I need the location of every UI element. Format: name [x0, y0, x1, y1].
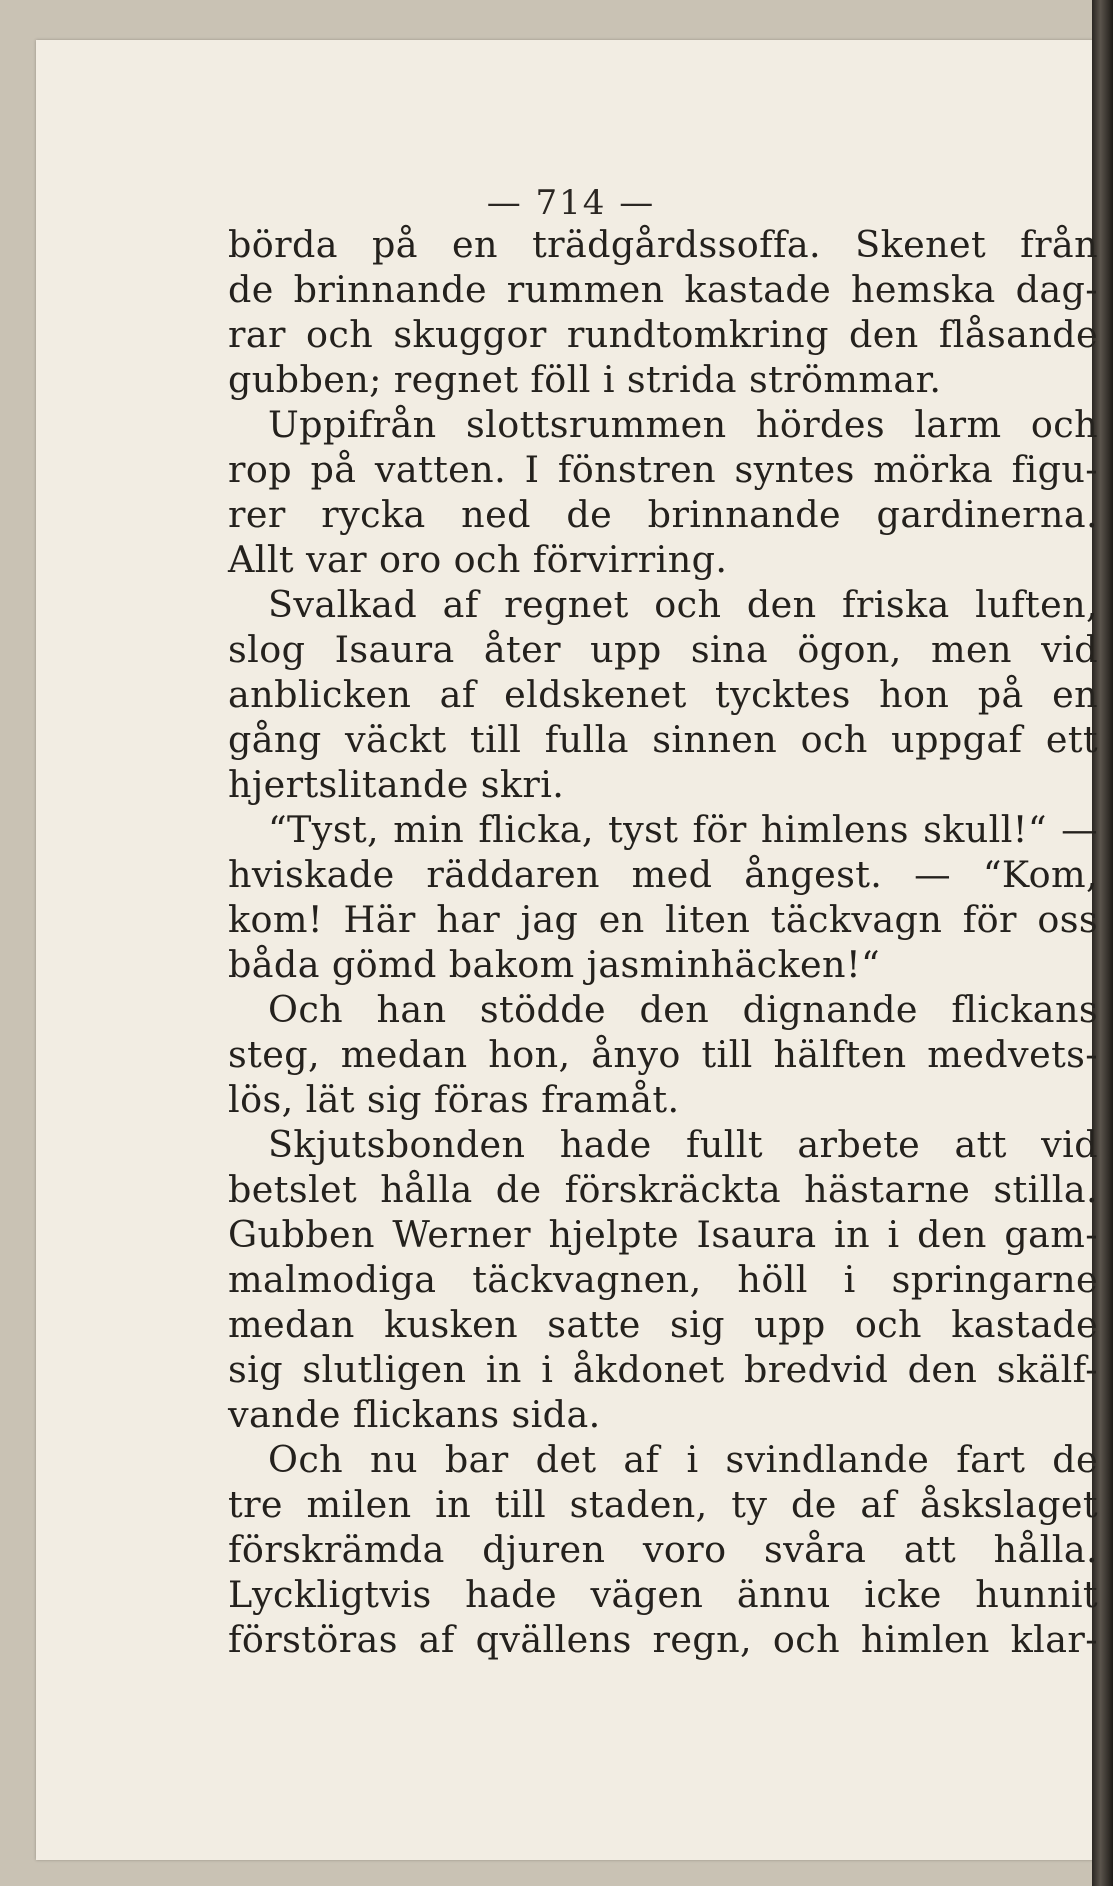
text-line: Gubben Werner hjelpte Isaura in i den gam-: [228, 1213, 1098, 1256]
text-line: medan kusken satte sig upp och kastade: [228, 1303, 1098, 1346]
text-line: “Tyst, min flicka, tyst för himlens skull!“ —: [268, 808, 1098, 851]
text-line: Skjutsbonden hade fullt arbete att vid: [268, 1123, 1098, 1166]
text-line: hviskade räddaren med ångest. — “Kom,: [228, 853, 1098, 896]
text-line: sig slutligen in i åkdonet bredvid den skälf-: [228, 1348, 1098, 1391]
text-line: Och han stödde den dignande flickans: [268, 988, 1098, 1031]
text-line: anblicken af eldskenet tycktes hon på en: [228, 673, 1098, 716]
text-line: börda på en trädgårdssoffa. Skenet från: [228, 223, 1098, 266]
text-line: båda gömd bakom jasminhäcken!“: [228, 943, 881, 986]
text-line: lös, lät sig föras framåt.: [228, 1078, 680, 1121]
text-line: kom! Här har jag en liten täckvagn för oss: [228, 898, 1098, 941]
text-line: betslet hålla de förskräckta hästarne stilla.: [228, 1168, 1098, 1211]
text-line: gubben; regnet föll i strida strömmar.: [228, 358, 942, 401]
text-line: Svalkad af regnet och den friska luften,: [268, 583, 1098, 626]
body-text: [228, 222, 1098, 1662]
text-line: Och nu bar det af i svindlande fart de: [268, 1438, 1098, 1481]
text-line: Allt var oro och förvirring.: [228, 538, 728, 581]
text-line: Uppifrån slottsrummen hördes larm och: [268, 403, 1098, 446]
text-line: förstöras af qvällens regn, och himlen klar-: [228, 1618, 1098, 1661]
text-line: slog Isaura åter upp sina ögon, men vid: [228, 628, 1098, 671]
text-line: hjertslitande skri.: [228, 763, 565, 806]
text-line: Lyckligtvis hade vägen ännu icke hunnit: [228, 1573, 1098, 1616]
text-line: vande flickans sida.: [228, 1393, 601, 1436]
page-number: — 714 —: [486, 183, 656, 223]
text-line: förskrämda djuren voro svåra att hålla.: [228, 1528, 1098, 1571]
text-line: steg, medan hon, ånyo till hälften medvets-: [228, 1033, 1098, 1076]
text-line: rer rycka ned de brinnande gardinerna.: [228, 493, 1098, 536]
text-line: rar och skuggor rundtomkring den flåsande: [228, 313, 1098, 356]
text-line: rop på vatten. I fönstren syntes mörka figu-: [228, 448, 1098, 491]
text-line: de brinnande rummen kastade hemska dag-: [228, 268, 1098, 311]
text-line: tre milen in till staden, ty de af åskslaget: [228, 1483, 1098, 1526]
text-line: gång väckt till fulla sinnen och uppgaf ett: [228, 718, 1098, 761]
text-line: malmodiga täckvagnen, höll i springarne: [228, 1258, 1098, 1301]
